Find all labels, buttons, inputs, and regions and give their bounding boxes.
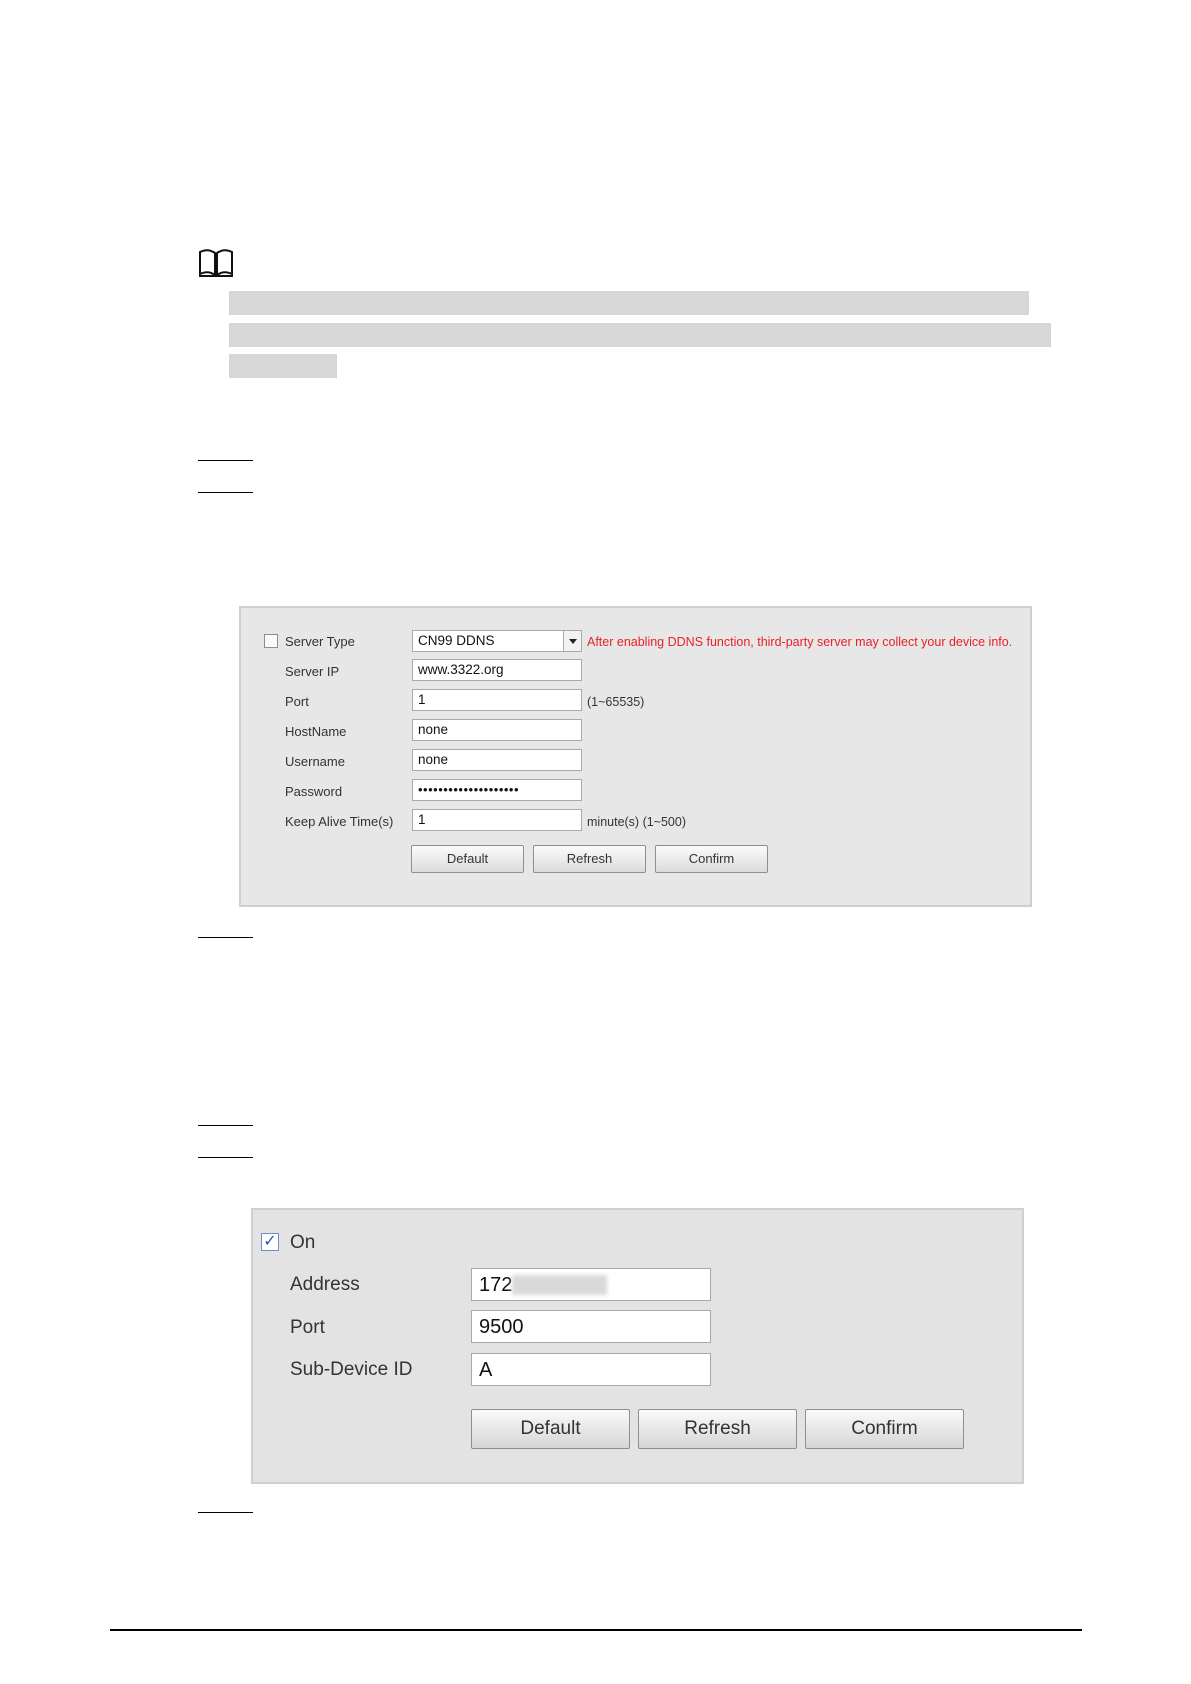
footer-rule [110,1629,1082,1631]
hostname-label: HostName [285,724,347,739]
step-marker [198,1125,253,1126]
default-button[interactable]: Default [411,845,524,873]
chevron-down-icon[interactable] [563,631,581,651]
register-on-checkbox[interactable]: ✓ [261,1233,279,1251]
redacted-text-bar [229,354,337,378]
ddns-enable-checkbox[interactable] [264,634,278,648]
username-input[interactable]: none [412,749,582,771]
ddns-warning-text: After enabling DDNS function, third-party server may collect your device info. [587,635,1013,649]
keep-alive-input[interactable]: 1 [412,809,582,831]
open-book-icon [198,248,234,278]
address-value: 172 [479,1274,513,1296]
step-marker [198,460,253,461]
username-label: Username [285,754,345,769]
redacted-text-bar [229,323,1051,347]
address-label: Address [290,1274,360,1295]
step-marker [198,1157,253,1158]
port-label: Port [290,1317,325,1338]
sub-device-id-label: Sub-Device ID [290,1359,413,1380]
server-ip-input[interactable]: www.3322.org [412,659,582,681]
server-ip-label: Server IP [285,664,340,679]
keep-alive-range-hint: minute(s) (1~500) [587,815,686,829]
port-range-hint: (1~65535) [587,695,645,709]
port-input[interactable]: 1 [412,689,582,711]
address-input[interactable] [471,1268,711,1301]
keep-alive-label: Keep Alive Time(s) [285,814,394,829]
refresh-button[interactable]: Refresh [533,845,646,873]
ddns-settings-panel [239,606,1032,907]
hostname-input[interactable]: none [412,719,582,741]
redacted-text-bar [229,291,1029,315]
refresh-button[interactable]: Refresh [638,1409,797,1449]
on-label: On [290,1232,316,1253]
default-button[interactable]: Default [471,1409,630,1449]
password-label: Password [285,784,343,799]
redaction-blur [512,1275,607,1295]
register-settings-panel [251,1208,1024,1484]
confirm-button[interactable]: Confirm [805,1409,964,1449]
password-input[interactable]: •••••••••••••••••••• [412,779,582,801]
port-label: Port [285,694,309,709]
sub-device-id-input[interactable]: A [471,1353,711,1386]
port-input[interactable]: 9500 [471,1310,711,1343]
server-type-select[interactable] [412,630,582,652]
server-type-label: Server Type [285,634,355,649]
step-marker [198,1512,253,1513]
confirm-button[interactable]: Confirm [655,845,768,873]
server-type-value: CN99 DDNS [418,633,495,648]
step-marker [198,492,253,493]
step-marker [198,937,253,938]
